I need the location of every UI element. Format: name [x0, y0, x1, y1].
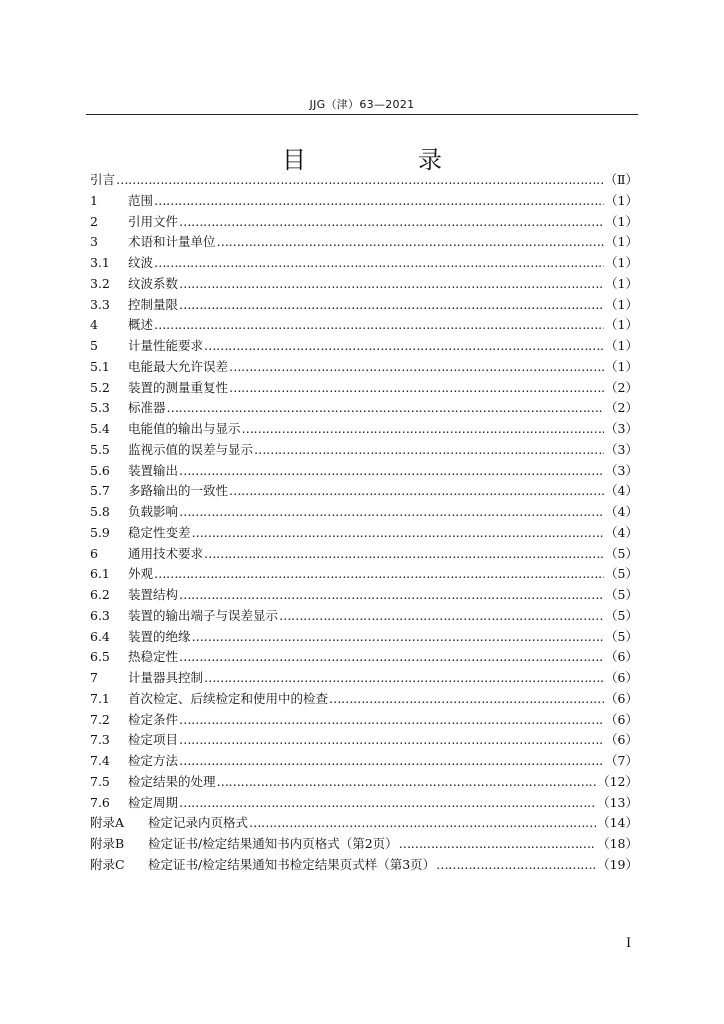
toc-entry-number: 5.5 [90, 441, 110, 457]
toc-entry-label: 范围 [128, 192, 154, 208]
toc-leader-dots [249, 813, 596, 834]
toc-leader-dots [154, 564, 604, 585]
toc-entry-page: （2） [605, 400, 638, 416]
toc-entry[interactable] [90, 751, 638, 772]
toc-entry-number: 5.3 [90, 400, 110, 416]
toc-entry-number: 5.6 [90, 462, 110, 478]
toc-leader-dots [279, 606, 604, 627]
document-code: JJG（津）63—2021 [309, 98, 415, 111]
toc-entry[interactable] [90, 357, 638, 378]
toc-entry-label: 检定方法 [128, 753, 179, 768]
toc-entry-page: （14） [597, 815, 638, 831]
toc-entry-label: 热稳定性 [128, 649, 179, 665]
toc-entry-number: 3.2 [90, 275, 110, 291]
toc-leader-dots [242, 419, 605, 440]
toc-entry-page: （6） [605, 711, 638, 727]
toc-entry-label: 术语和计量单位 [128, 234, 216, 250]
toc-leader-dots [179, 461, 604, 482]
toc-entry-page: （3） [605, 421, 638, 436]
toc-leader-dots [436, 855, 596, 876]
toc-entry[interactable] [90, 295, 638, 316]
toc-entry-number: 附录A [90, 815, 125, 831]
toc-entry[interactable] [90, 523, 638, 544]
toc-entry[interactable] [90, 232, 638, 253]
toc-entry[interactable] [90, 564, 638, 585]
toc-entry-label: 检定周期 [128, 794, 179, 810]
toc-entry-page: （19） [597, 856, 638, 872]
toc-entry[interactable] [90, 668, 638, 689]
toc-entry[interactable] [90, 834, 638, 855]
toc-entry-page: （5） [605, 566, 638, 582]
toc-entry-page: （7） [605, 753, 638, 768]
toc-entry-number: 5.1 [90, 358, 110, 374]
toc-entry-label: 装置的输出端子与误差显示 [128, 607, 279, 623]
toc-entry-number: 2 [90, 213, 98, 229]
toc-entry-number: 6.1 [90, 566, 110, 582]
table-of-contents [90, 170, 638, 876]
toc-entry[interactable] [90, 398, 638, 419]
toc-entry-number: 6 [90, 545, 98, 561]
toc-leader-dots [399, 834, 596, 855]
toc-leader-dots [179, 751, 604, 772]
toc-entry-page: （Ⅱ） [604, 172, 638, 187]
toc-entry-label: 装置的测量重复性 [128, 379, 229, 395]
toc-entry-number: 5 [90, 338, 98, 353]
toc-entry-page: （3） [605, 441, 638, 457]
toc-entry-label: 装置输出 [128, 462, 179, 478]
toc-entry-label: 检定证书/检定结果通知书内页格式（第2页） [148, 836, 398, 851]
toc-entry-page: （1） [605, 317, 638, 333]
toc-entry-number: 5.2 [90, 379, 110, 395]
toc-entry-page: （1） [605, 296, 638, 312]
toc-entry-page: （12） [597, 773, 638, 789]
toc-leader-dots [179, 793, 596, 814]
toc-entry-label: 负载影响 [128, 504, 179, 519]
toc-entry[interactable] [90, 253, 638, 274]
toc-entry[interactable] [90, 544, 638, 565]
toc-entry-page: （1） [605, 358, 638, 374]
toc-entry-number: 5.4 [90, 421, 110, 436]
toc-leader-dots [154, 253, 604, 274]
toc-entry-label: 稳定性变差 [128, 524, 191, 540]
toc-entry[interactable] [90, 336, 638, 357]
toc-entry-number: 附录C [90, 856, 125, 872]
toc-leader-dots [204, 544, 604, 565]
toc-leader-dots [179, 212, 604, 233]
toc-entry-number: 1 [90, 192, 98, 208]
toc-entry-label: 首次检定、后续检定和使用中的检查 [128, 690, 329, 706]
toc-leader-dots [179, 295, 604, 316]
toc-entry-label: 外观 [128, 566, 154, 582]
toc-entry-label: 标准器 [128, 400, 166, 416]
toc-entry[interactable] [90, 606, 638, 627]
toc-leader-dots [179, 710, 604, 731]
toc-entry[interactable] [90, 647, 638, 668]
toc-entry[interactable] [90, 315, 638, 336]
toc-entry-page: （4） [605, 483, 638, 499]
toc-entry-page: （5） [605, 628, 638, 644]
toc-entry-page: （5） [605, 545, 638, 561]
toc-leader-dots [154, 315, 604, 336]
toc-entry-number: 4 [90, 317, 98, 333]
toc-entry-number: 3 [90, 234, 98, 250]
toc-entry-label: 监视示值的误差与显示 [128, 441, 254, 457]
toc-entry-label: 检定记录内页格式 [148, 815, 249, 831]
toc-entry[interactable] [90, 481, 638, 502]
toc-leader-dots [217, 772, 597, 793]
toc-entry-page: （6） [605, 670, 638, 685]
toc-entry-label: 装置的绝缘 [128, 628, 191, 644]
toc-leader-dots [254, 440, 604, 461]
toc-entry[interactable] [90, 793, 638, 814]
toc-entry-number: 6.3 [90, 607, 110, 623]
header-divider [86, 114, 638, 115]
toc-entry-page: （6） [605, 690, 638, 706]
toc-entry-page: （6） [605, 649, 638, 665]
toc-leader-dots [229, 357, 604, 378]
toc-entry-number: 7 [90, 670, 98, 685]
toc-entry-label: 电能最大允许误差 [128, 358, 229, 374]
toc-entry[interactable] [90, 855, 638, 876]
toc-entry-number: 6.5 [90, 649, 110, 665]
toc-entry-number: 5.9 [90, 524, 110, 540]
toc-leader-dots [229, 481, 604, 502]
toc-entry-number: 附录B [90, 836, 125, 851]
toc-entry-label: 控制量限 [128, 296, 179, 312]
toc-entry-page: （4） [605, 504, 638, 519]
toc-entry-number: 7.4 [90, 753, 110, 768]
toc-leader-dots [204, 336, 604, 357]
toc-entry-number: 7.6 [90, 794, 110, 810]
toc-entry-label: 多路输出的一致性 [128, 483, 229, 499]
toc-entry[interactable] [90, 419, 638, 440]
toc-entry-page: （18） [597, 836, 638, 851]
toc-entry[interactable] [90, 170, 638, 191]
toc-entry-number: 6.4 [90, 628, 110, 644]
toc-leader-dots [329, 689, 604, 710]
toc-leader-dots [179, 730, 604, 751]
toc-entry[interactable] [90, 585, 638, 606]
toc-entry-label: 纹波 [128, 255, 154, 270]
page-title: 目 录 [282, 146, 486, 175]
toc-entry[interactable] [90, 191, 638, 212]
toc-entry-label: 检定项目 [128, 732, 179, 748]
toc-entry[interactable] [90, 378, 638, 399]
toc-entry-label: 概述 [128, 317, 154, 333]
toc-entry-label: 装置结构 [128, 587, 179, 602]
toc-entry[interactable] [90, 212, 638, 233]
toc-entry-page: （2） [605, 379, 638, 395]
toc-entry[interactable] [90, 689, 638, 710]
toc-entry[interactable] [90, 627, 638, 648]
toc-entry-number: 7.2 [90, 711, 110, 727]
toc-leader-dots [204, 668, 604, 689]
toc-leader-dots [179, 502, 604, 523]
toc-entry-label: 计量器具控制 [128, 670, 204, 685]
toc-entry-page: （3） [605, 462, 638, 478]
toc-entry-number: 6.2 [90, 587, 110, 602]
toc-entry[interactable] [90, 440, 638, 461]
toc-entry-number: 5.8 [90, 504, 110, 519]
toc-entry-label: 检定证书/检定结果通知书检定结果页式样（第3页） [148, 856, 436, 872]
toc-entry-label: 引用文件 [128, 213, 179, 229]
toc-leader-dots [217, 232, 605, 253]
toc-leader-dots [179, 647, 604, 668]
toc-entry[interactable] [90, 772, 638, 793]
toc-leader-dots [116, 170, 603, 191]
toc-entry-page: （1） [605, 275, 638, 291]
toc-entry-number: 7.5 [90, 773, 110, 789]
toc-entry-page: （1） [605, 213, 638, 229]
toc-entry-number: 7.3 [90, 732, 110, 748]
toc-leader-dots [192, 523, 605, 544]
toc-leader-dots [154, 191, 604, 212]
toc-entry-label: 计量性能要求 [128, 338, 204, 353]
toc-entry-page: （4） [605, 524, 638, 540]
toc-entry-number: 3.1 [90, 255, 110, 270]
toc-entry-page: （5） [605, 607, 638, 623]
toc-entry-label: 纹波系数 [128, 275, 179, 291]
toc-entry-page: （1） [605, 338, 638, 353]
toc-entry-page: （1） [605, 234, 638, 250]
toc-entry-page: （1） [605, 192, 638, 208]
toc-leader-dots [229, 378, 604, 399]
toc-entry-label: 引言 [90, 172, 116, 187]
toc-entry[interactable] [90, 730, 638, 751]
toc-entry-page: （1） [605, 255, 638, 270]
toc-entry[interactable] [90, 502, 638, 523]
toc-leader-dots [179, 274, 604, 295]
toc-entry-label: 检定结果的处理 [128, 773, 216, 789]
toc-entry[interactable] [90, 461, 638, 482]
toc-entry-label: 电能值的输出与显示 [128, 421, 241, 436]
toc-entry-label: 通用技术要求 [128, 545, 204, 561]
toc-entry-number: 3.3 [90, 296, 110, 312]
toc-entry-label: 检定条件 [128, 711, 179, 727]
toc-leader-dots [192, 627, 605, 648]
toc-leader-dots [179, 585, 604, 606]
toc-entry[interactable] [90, 274, 638, 295]
toc-leader-dots [167, 398, 605, 419]
toc-entry[interactable] [90, 813, 638, 834]
page-number: Ⅰ [626, 936, 632, 951]
toc-entry-number: 5.7 [90, 483, 110, 499]
toc-entry-page: （6） [605, 732, 638, 748]
toc-entry-number: 7.1 [90, 690, 110, 706]
toc-entry-page: （5） [605, 587, 638, 602]
toc-entry-page: （13） [597, 794, 638, 810]
toc-entry[interactable] [90, 710, 638, 731]
